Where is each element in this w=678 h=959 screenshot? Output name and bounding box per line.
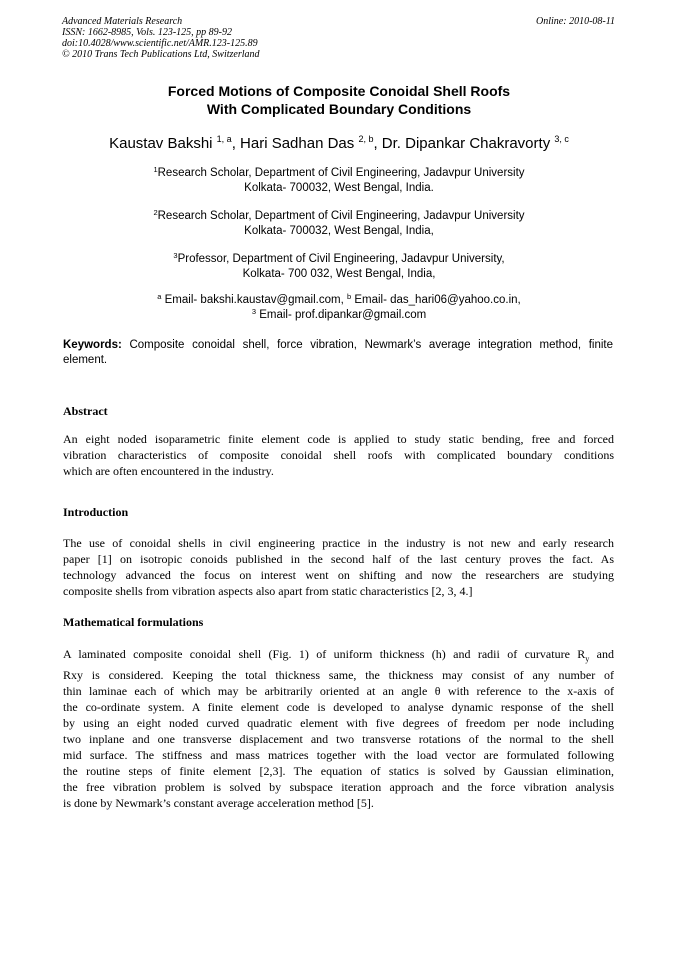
text-line: the co-ordinate system. A finite element code is developed to analyse dynamic response of the shell [63, 700, 614, 715]
text-line: vibration characteristics of composite conoidal shell roofs with complicated boundary conditions [63, 448, 614, 462]
email-sup: 3 [251, 307, 256, 316]
text-line: the routine steps of finite element [2,3]. The equation of statics is solved by Gaussian elimination, [63, 764, 614, 779]
journal-copyright: © 2010 Trans Tech Publications Ltd, Switzerland [62, 49, 260, 60]
author-sup: 1, a [216, 134, 232, 144]
keywords-label: Keywords: [63, 339, 122, 351]
keywords [63, 338, 613, 368]
abstract-text [63, 431, 614, 479]
email-b: Email- das_hari06@yahoo.co.in, [354, 294, 521, 306]
email-sup: b [346, 292, 352, 301]
author-sup: 3, c [554, 134, 569, 144]
text-line [63, 646, 614, 667]
author-sup: 2, b [358, 134, 374, 144]
text-line: technology advanced the focus on interest went on shifting and now the researchers are studying [63, 568, 614, 582]
title-line-2: With Complicated Boundary Conditions [206, 101, 472, 117]
affiliation-3 [40, 252, 638, 282]
text-line: by using an eight noded curved quadratic element with five degrees of freedom per node including [63, 716, 614, 731]
author-name: Kaustav Bakshi [109, 135, 213, 152]
email-sup: a [157, 292, 162, 301]
paper-title [40, 82, 638, 118]
introduction-heading: Introduction [63, 505, 129, 519]
text-line: paper [1] on isotropic conoids published in the second half of the last century proves the fact. As [63, 552, 614, 566]
author-list: Kaustav Bakshi $^{1, a}$, Hari Sadhan Das $^{2, b}$, Dr. Dipankar Chakravorty $^{3, c}$ [109, 134, 569, 152]
affiliation-1 [40, 166, 638, 196]
affiliation-sup: 1 [153, 165, 158, 174]
journal-header [62, 16, 260, 60]
affiliation-line: Kolkata- 700032, West Bengal, India, [244, 225, 434, 237]
journal-issn: ISSN: 1662-8985, Vols. 123-125, pp 89-92 [62, 27, 232, 38]
text-line: mid surface. The stiffness and mass matrices together with the load vector are formulated following [63, 748, 614, 763]
text-line: two inplane and one transverse displacement and two transverse rotations of the normal to the shell [63, 732, 614, 747]
math-text [63, 646, 614, 811]
title-line-1: Forced Motions of Composite Conoidal Shell Roofs [167, 83, 511, 99]
text-line: The use of conoidal shells in civil engineering practice in the industry is not new and early research [63, 536, 614, 550]
email-block [40, 293, 638, 323]
affiliation-sup: 3 [173, 251, 178, 260]
affiliation-sup: 2 [153, 208, 158, 217]
text-line: which are often encountered in the industry. [63, 464, 274, 478]
affiliation-line: Research Scholar, Department of Civil Engineering, Jadavpur University [157, 167, 525, 179]
journal-name: Advanced Materials Research [62, 16, 183, 27]
math-heading: Mathematical formulations [63, 615, 204, 629]
email-a: Email- bakshi.kaustav@gmail.com, [164, 294, 344, 306]
text-line: An eight noded isoparametric finite element code is applied to study static bending, free and forced [63, 432, 614, 446]
abstract-heading: Abstract [63, 404, 108, 418]
text-fragment: A laminated composite conoidal shell (Fig. 1) of uniform thickness (h) and radii of curvature R [63, 647, 586, 661]
keywords-text: Composite conoidal shell, force vibration, Newmark’s average integration method, finite element. [63, 339, 613, 366]
subscript-y: y [585, 654, 590, 664]
text-line: composite shells from vibration aspects also apart from static characteristics [2, 3, 4.] [63, 584, 473, 598]
affiliation-line: Research Scholar, Department of Civil Engineering, Jadavpur University [157, 210, 525, 222]
affiliation-line: Professor, Department of Civil Engineering, Jadavpur University, [177, 253, 505, 265]
text-fragment: and [589, 647, 615, 661]
text-line: thin laminae each of which may be arbitrarily oriented at an angle θ with reference to the x-axis of [63, 684, 614, 699]
affiliation-2 [40, 209, 638, 239]
text-line: the free vibration problem is solved by subspace iteration approach and the force vibration analysis [63, 780, 614, 795]
author-name: Hari Sadhan Das [240, 135, 355, 152]
journal-doi: doi:10.4028/www.scientific.net/AMR.123-125.89 [62, 38, 258, 49]
text-line: Rxy is considered. Keeping the total thickness same, the thickness may consist of any number of [63, 668, 614, 683]
author-name: Dr. Dipankar Chakravorty [381, 135, 551, 152]
introduction-text [63, 535, 614, 599]
affiliation-line: Kolkata- 700 032, West Bengal, India, [242, 268, 436, 280]
affiliation-line: Kolkata- 700032, West Bengal, India. [244, 182, 434, 194]
text-line: is done by Newmark’s constant average acceleration method [5]. [63, 796, 374, 811]
email-c: Email- prof.dipankar@gmail.com [259, 309, 427, 321]
online-date: Online: 2010-08-11 [536, 16, 615, 27]
